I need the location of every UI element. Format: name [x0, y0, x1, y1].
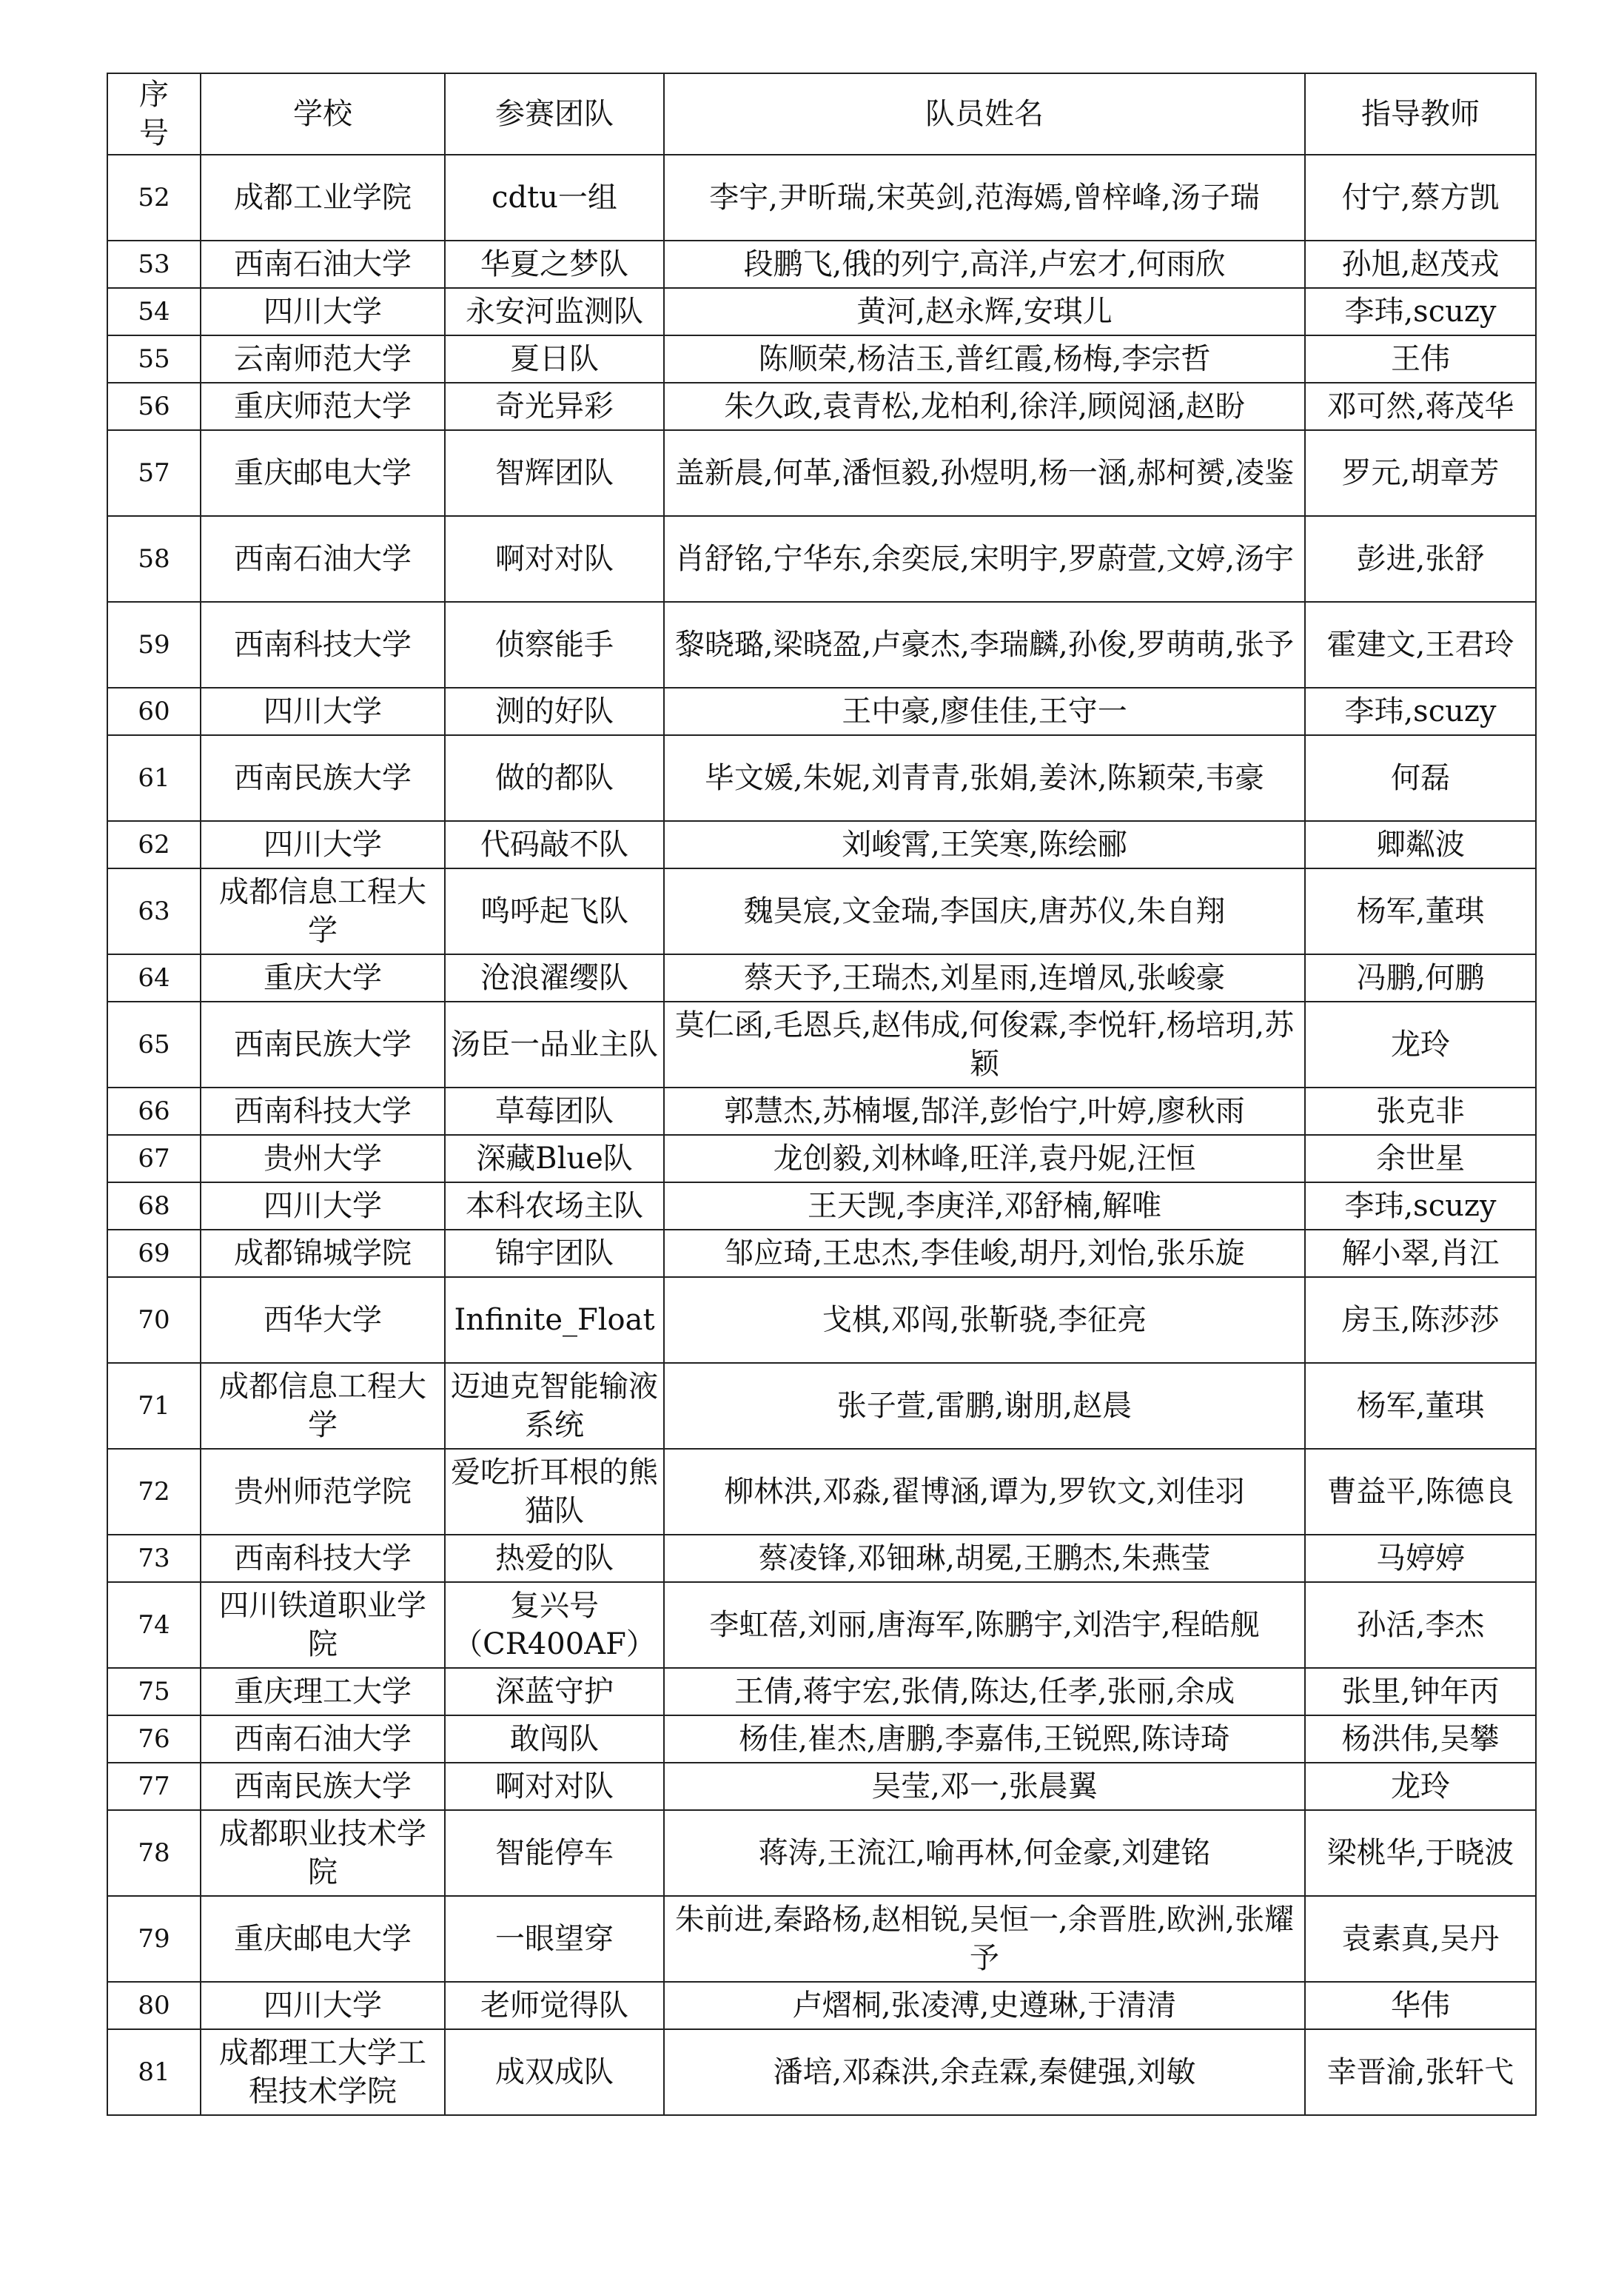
cell-school: 西南石油大学: [201, 516, 445, 602]
cell-seq: 63: [107, 868, 201, 954]
cell-members: 朱前进,秦路杨,赵相锐,吴恒一,余晋胜,欧洲,张耀予: [664, 1896, 1305, 1982]
table-row: [107, 954, 1536, 1002]
cell-advisor: 付宁,蔡方凯: [1305, 155, 1536, 241]
cell-school: 四川大学: [201, 1982, 445, 2029]
cell-seq: 53: [107, 241, 201, 288]
cell-school: 成都理工大学工程技术学院: [201, 2029, 445, 2115]
cell-members: 刘峻霄,王笑寒,陈绘郦: [664, 821, 1305, 868]
cell-school: 西南石油大学: [201, 241, 445, 288]
cell-seq: 73: [107, 1535, 201, 1582]
cell-members: 郭慧杰,苏楠堰,郜洋,彭怡宁,叶婷,廖秋雨: [664, 1088, 1305, 1135]
cell-team: 深蓝守护: [445, 1668, 664, 1715]
table-body: [107, 155, 1536, 2115]
cell-team: 侦察能手: [445, 602, 664, 688]
cell-seq: 79: [107, 1896, 201, 1982]
cell-team: 智能停车: [445, 1810, 664, 1896]
cell-team: 智辉团队: [445, 430, 664, 516]
table-row: [107, 155, 1536, 241]
table-row: [107, 1763, 1536, 1810]
cell-advisor: 霍建文,王君玲: [1305, 602, 1536, 688]
cell-seq: 52: [107, 155, 201, 241]
cell-members: 黄河,赵永辉,安琪儿: [664, 288, 1305, 335]
cell-members: 肖舒铭,宁华东,余奕辰,宋明宇,罗蔚萱,文婷,汤宇: [664, 516, 1305, 602]
cell-school: 四川大学: [201, 821, 445, 868]
cell-advisor: 孙旭,赵茂戎: [1305, 241, 1536, 288]
header-team: 参赛团队: [445, 73, 664, 155]
cell-team: 啊对对队: [445, 1763, 664, 1810]
table-row: [107, 1277, 1536, 1363]
cell-advisor: 罗元,胡章芳: [1305, 430, 1536, 516]
cell-advisor: 杨洪伟,吴攀: [1305, 1715, 1536, 1763]
table-row: [107, 430, 1536, 516]
cell-seq: 60: [107, 688, 201, 735]
cell-team: 老师觉得队: [445, 1982, 664, 2029]
cell-members: 吴莹,邓一,张晨翼: [664, 1763, 1305, 1810]
table-row: [107, 868, 1536, 954]
table-row: [107, 1449, 1536, 1535]
cell-team: 汤臣一品业主队: [445, 1002, 664, 1088]
header-seq: 序号: [107, 73, 201, 155]
cell-team: 复兴号（CR400AF）: [445, 1582, 664, 1668]
cell-advisor: 李玮,scuzy: [1305, 688, 1536, 735]
cell-school: 西华大学: [201, 1277, 445, 1363]
cell-school: 重庆邮电大学: [201, 430, 445, 516]
cell-seq: 57: [107, 430, 201, 516]
cell-school: 西南民族大学: [201, 1002, 445, 1088]
cell-seq: 59: [107, 602, 201, 688]
cell-seq: 74: [107, 1582, 201, 1668]
cell-members: 戈棋,邓闯,张靳骁,李征亮: [664, 1277, 1305, 1363]
cell-school: 成都职业技术学院: [201, 1810, 445, 1896]
cell-team: 代码敲不队: [445, 821, 664, 868]
cell-seq: 68: [107, 1182, 201, 1230]
cell-seq: 61: [107, 735, 201, 821]
cell-members: 蔡凌锋,邓钿琳,胡冕,王鹏杰,朱燕莹: [664, 1535, 1305, 1582]
cell-advisor: 梁桃华,于晓波: [1305, 1810, 1536, 1896]
cell-advisor: 龙玲: [1305, 1763, 1536, 1810]
cell-school: 西南民族大学: [201, 1763, 445, 1810]
cell-school: 四川大学: [201, 1182, 445, 1230]
cell-team: 敢闯队: [445, 1715, 664, 1763]
cell-seq: 56: [107, 383, 201, 430]
cell-advisor: 袁素真,吴丹: [1305, 1896, 1536, 1982]
table-row: [107, 1002, 1536, 1088]
table-row: [107, 241, 1536, 288]
cell-advisor: 张克非: [1305, 1088, 1536, 1135]
table-row: [107, 1230, 1536, 1277]
cell-members: 陈顺荣,杨洁玉,普红霞,杨梅,李宗哲: [664, 335, 1305, 383]
cell-team: 奇光异彩: [445, 383, 664, 430]
cell-advisor: 王伟: [1305, 335, 1536, 383]
cell-school: 重庆师范大学: [201, 383, 445, 430]
cell-advisor: 李玮,scuzy: [1305, 288, 1536, 335]
cell-members: 蒋涛,王流江,喻再林,何金豪,刘建铭: [664, 1810, 1305, 1896]
cell-advisor: 邓可然,蒋茂华: [1305, 383, 1536, 430]
cell-seq: 58: [107, 516, 201, 602]
table-row: [107, 383, 1536, 430]
cell-seq: 67: [107, 1135, 201, 1182]
cell-school: 成都锦城学院: [201, 1230, 445, 1277]
cell-members: 盖新晨,何革,潘恒毅,孙煜明,杨一涵,郝柯赟,凌鉴: [664, 430, 1305, 516]
cell-members: 段鹏飞,俄的列宁,高洋,卢宏才,何雨欣: [664, 241, 1305, 288]
cell-team: 本科农场主队: [445, 1182, 664, 1230]
team-roster-table: [107, 73, 1537, 2116]
table-row: [107, 1135, 1536, 1182]
table-row: [107, 688, 1536, 735]
cell-school: 成都信息工程大学: [201, 1363, 445, 1449]
cell-advisor: 卿粼波: [1305, 821, 1536, 868]
cell-school: 贵州师范学院: [201, 1449, 445, 1535]
cell-advisor: 杨军,董琪: [1305, 1363, 1536, 1449]
table-row: [107, 2029, 1536, 2115]
cell-seq: 65: [107, 1002, 201, 1088]
cell-members: 邹应琦,王忠杰,李佳峻,胡丹,刘怡,张乐旋: [664, 1230, 1305, 1277]
cell-seq: 81: [107, 2029, 201, 2115]
cell-members: 龙创毅,刘林峰,旺洋,袁丹妮,汪恒: [664, 1135, 1305, 1182]
table-row: [107, 1715, 1536, 1763]
cell-advisor: 曹益平,陈德良: [1305, 1449, 1536, 1535]
cell-advisor: 华伟: [1305, 1982, 1536, 2029]
table-row: [107, 1088, 1536, 1135]
cell-members: 王天觊,李庚洋,邓舒楠,解唯: [664, 1182, 1305, 1230]
cell-members: 潘培,邓森洪,余垚霖,秦健强,刘敏: [664, 2029, 1305, 2115]
cell-members: 柳林洪,邓淼,翟博涵,谭为,罗钦文,刘佳羽: [664, 1449, 1305, 1535]
cell-school: 四川铁道职业学院: [201, 1582, 445, 1668]
cell-team: 草莓团队: [445, 1088, 664, 1135]
cell-seq: 80: [107, 1982, 201, 2029]
cell-members: 毕文媛,朱妮,刘青青,张娟,姜沐,陈颖荣,韦豪: [664, 735, 1305, 821]
cell-school: 西南民族大学: [201, 735, 445, 821]
cell-team: 锦宇团队: [445, 1230, 664, 1277]
table-row: [107, 821, 1536, 868]
cell-advisor: 何磊: [1305, 735, 1536, 821]
cell-team: 深藏Blue队: [445, 1135, 664, 1182]
cell-seq: 62: [107, 821, 201, 868]
cell-members: 王倩,蒋宇宏,张倩,陈达,任孝,张丽,余成: [664, 1668, 1305, 1715]
table-row: [107, 1582, 1536, 1668]
cell-team: 迈迪克智能输液系统: [445, 1363, 664, 1449]
cell-members: 张子萱,雷鹏,谢朋,赵晨: [664, 1363, 1305, 1449]
cell-team: 做的都队: [445, 735, 664, 821]
cell-team: 爱吃折耳根的熊猫队: [445, 1449, 664, 1535]
cell-school: 四川大学: [201, 288, 445, 335]
table-row: [107, 1182, 1536, 1230]
cell-school: 贵州大学: [201, 1135, 445, 1182]
cell-seq: 69: [107, 1230, 201, 1277]
cell-advisor: 幸晋渝,张轩弋: [1305, 2029, 1536, 2115]
table-row: [107, 735, 1536, 821]
cell-seq: 55: [107, 335, 201, 383]
table-row: [107, 602, 1536, 688]
cell-team: 啊对对队: [445, 516, 664, 602]
table-row: [107, 516, 1536, 602]
cell-advisor: 龙玲: [1305, 1002, 1536, 1088]
cell-seq: 78: [107, 1810, 201, 1896]
cell-team: 夏日队: [445, 335, 664, 383]
cell-advisor: 余世星: [1305, 1135, 1536, 1182]
cell-members: 李虹蓓,刘丽,唐海军,陈鹏宇,刘浩宇,程皓舰: [664, 1582, 1305, 1668]
cell-advisor: 彭进,张舒: [1305, 516, 1536, 602]
cell-advisor: 冯鹏,何鹏: [1305, 954, 1536, 1002]
cell-team: 一眼望穿: [445, 1896, 664, 1982]
cell-school: 四川大学: [201, 688, 445, 735]
cell-advisor: 孙活,李杰: [1305, 1582, 1536, 1668]
header-school: 学校: [201, 73, 445, 155]
table-row: [107, 335, 1536, 383]
cell-team: 沧浪濯缨队: [445, 954, 664, 1002]
cell-members: 李宇,尹昕瑞,宋英剑,范海嫣,曾梓峰,汤子瑞: [664, 155, 1305, 241]
table-row: [107, 1810, 1536, 1896]
cell-school: 西南石油大学: [201, 1715, 445, 1763]
cell-advisor: 张里,钟年丙: [1305, 1668, 1536, 1715]
cell-team: 热爱的队: [445, 1535, 664, 1582]
cell-team: 鸣呼起飞队: [445, 868, 664, 954]
cell-members: 杨佳,崔杰,唐鹏,李嘉伟,王锐熙,陈诗琦: [664, 1715, 1305, 1763]
cell-school: 重庆邮电大学: [201, 1896, 445, 1982]
table-row: [107, 1982, 1536, 2029]
cell-members: 魏昊宸,文金瑞,李国庆,唐苏仪,朱自翔: [664, 868, 1305, 954]
cell-team: 成双成队: [445, 2029, 664, 2115]
cell-school: 重庆大学: [201, 954, 445, 1002]
cell-seq: 54: [107, 288, 201, 335]
cell-advisor: 李玮,scuzy: [1305, 1182, 1536, 1230]
cell-advisor: 马婷婷: [1305, 1535, 1536, 1582]
cell-seq: 72: [107, 1449, 201, 1535]
cell-team: Infinite_Float: [445, 1277, 664, 1363]
cell-school: 成都工业学院: [201, 155, 445, 241]
cell-advisor: 房玉,陈莎莎: [1305, 1277, 1536, 1363]
cell-members: 卢熠桐,张凌溥,史遵琳,于清清: [664, 1982, 1305, 2029]
cell-school: 成都信息工程大学: [201, 868, 445, 954]
cell-seq: 64: [107, 954, 201, 1002]
cell-school: 西南科技大学: [201, 1088, 445, 1135]
header-row: [107, 73, 1536, 155]
table-row: [107, 288, 1536, 335]
cell-seq: 75: [107, 1668, 201, 1715]
cell-school: 重庆理工大学: [201, 1668, 445, 1715]
cell-seq: 77: [107, 1763, 201, 1810]
table-row: [107, 1668, 1536, 1715]
cell-members: 王中豪,廖佳佳,王守一: [664, 688, 1305, 735]
cell-team: cdtu一组: [445, 155, 664, 241]
cell-seq: 70: [107, 1277, 201, 1363]
header-members: 队员姓名: [664, 73, 1305, 155]
cell-seq: 66: [107, 1088, 201, 1135]
cell-advisor: 杨军,董琪: [1305, 868, 1536, 954]
cell-members: 黎晓璐,梁晓盈,卢豪杰,李瑞麟,孙俊,罗萌萌,张予: [664, 602, 1305, 688]
table-row: [107, 1363, 1536, 1449]
cell-members: 蔡天予,王瑞杰,刘星雨,连增凤,张峻豪: [664, 954, 1305, 1002]
cell-advisor: 解小翠,肖江: [1305, 1230, 1536, 1277]
cell-school: 云南师范大学: [201, 335, 445, 383]
table-row: [107, 1535, 1536, 1582]
table-row: [107, 1896, 1536, 1982]
cell-team: 华夏之梦队: [445, 241, 664, 288]
cell-members: 莫仁函,毛恩兵,赵伟成,何俊霖,李悦轩,杨培玥,苏颖: [664, 1002, 1305, 1088]
cell-seq: 76: [107, 1715, 201, 1763]
cell-team: 测的好队: [445, 688, 664, 735]
cell-team: 永安河监测队: [445, 288, 664, 335]
header-advisor: 指导教师: [1305, 73, 1536, 155]
cell-school: 西南科技大学: [201, 602, 445, 688]
cell-members: 朱久政,袁青松,龙柏利,徐洋,顾阅涵,赵盼: [664, 383, 1305, 430]
cell-seq: 71: [107, 1363, 201, 1449]
cell-school: 西南科技大学: [201, 1535, 445, 1582]
